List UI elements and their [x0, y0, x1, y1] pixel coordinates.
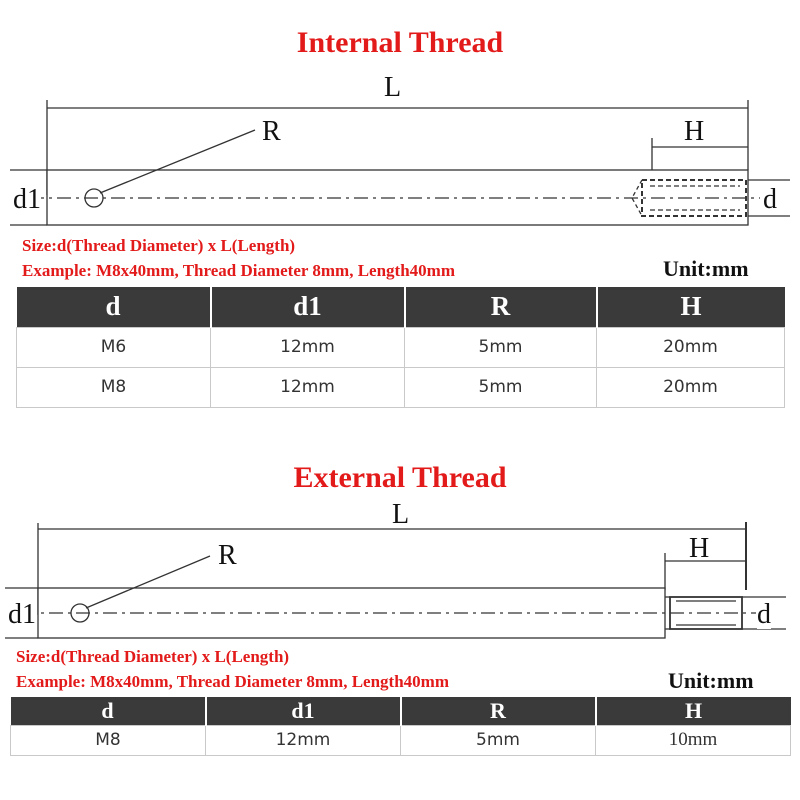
internal-thread-title: Internal Thread [296, 26, 504, 59]
external-thread-diameter-label: d [757, 599, 771, 630]
internal-header-h: H [597, 287, 785, 327]
internal-rod-diameter-label: d1 [13, 184, 41, 215]
internal-length-label: L [384, 72, 402, 103]
external-header-r: R [401, 697, 596, 725]
table-cell: 12mm [206, 725, 401, 755]
external-rod-diameter-label: d1 [8, 599, 36, 630]
table-cell: 5mm [405, 367, 597, 407]
external-thread-title: External Thread [293, 461, 507, 494]
external-header-h: H [596, 697, 791, 725]
internal-radius-label: R [262, 116, 281, 147]
table-cell: 10mm [596, 725, 791, 755]
external-example-note: Example: M8x40mm, Thread Diameter 8mm, Length40mm [16, 672, 449, 691]
table-cell: M8 [17, 367, 211, 407]
external-size-note: Size:d(Thread Diameter) x L(Length) [16, 647, 290, 666]
table-cell: 12mm [211, 327, 405, 367]
internal-header-d1: d1 [211, 287, 405, 327]
internal-thread-depth-label: H [684, 116, 705, 147]
table-cell: 5mm [401, 725, 596, 755]
table-cell: 5mm [405, 327, 597, 367]
table-cell: 20mm [597, 367, 785, 407]
internal-unit-label: Unit:mm [663, 256, 749, 281]
table-cell: M8 [11, 725, 206, 755]
external-spec-table [10, 697, 791, 756]
external-header-d1: d1 [206, 697, 401, 725]
table-cell: 12mm [211, 367, 405, 407]
internal-header-r: R [405, 287, 597, 327]
internal-example-note: Example: M8x40mm, Thread Diameter 8mm, Length40mm [22, 261, 455, 280]
internal-header-d: d [17, 287, 211, 327]
external-radius-label: R [218, 540, 237, 571]
table-cell: M6 [17, 327, 211, 367]
external-length-label: L [392, 499, 410, 530]
external-thread-length-label: H [689, 533, 710, 564]
internal-thread-diameter-label: d [763, 184, 777, 215]
table-cell: 20mm [597, 327, 785, 367]
external-header-d: d [11, 697, 206, 725]
internal-size-note: Size:d(Thread Diameter) x L(Length) [22, 236, 296, 255]
external-unit-label: Unit:mm [668, 668, 754, 693]
external-table-header-row [11, 697, 791, 725]
table-row [11, 725, 791, 755]
